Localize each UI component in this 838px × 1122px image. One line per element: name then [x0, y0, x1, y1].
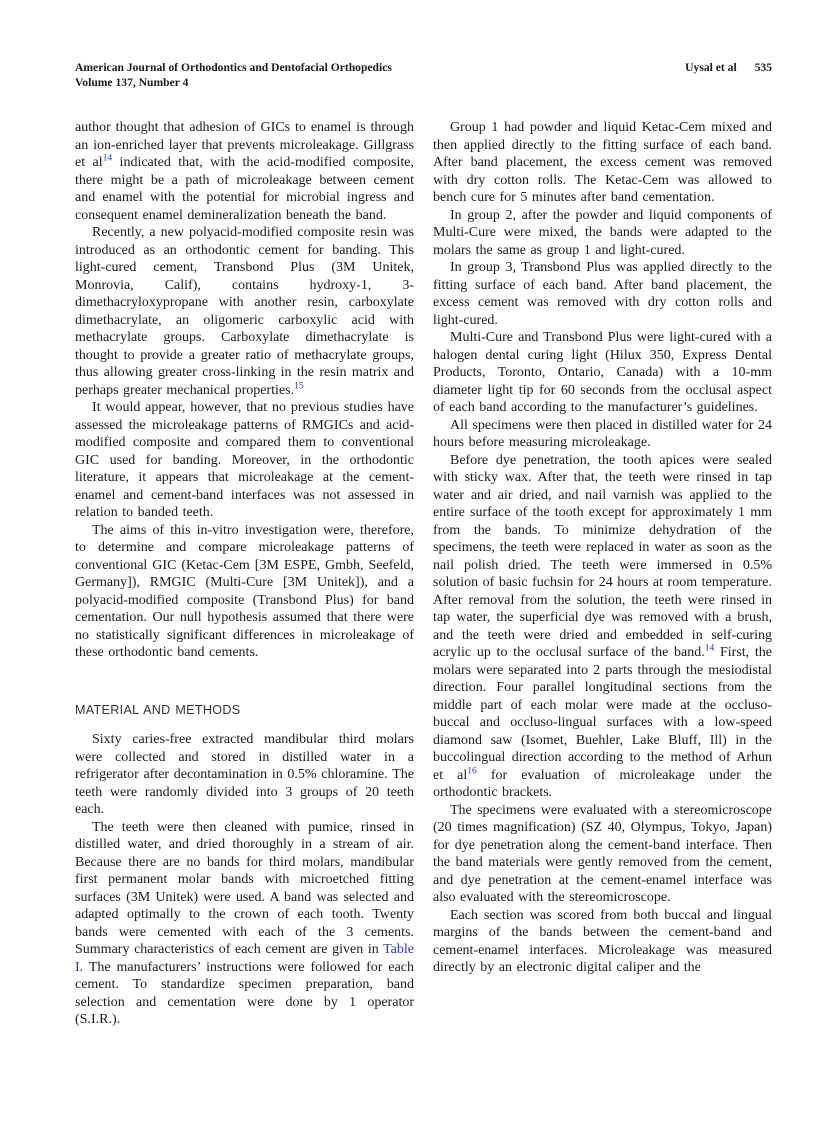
paragraph — [75, 119, 414, 224]
section-heading: MATERIAL AND METHODS — [75, 702, 241, 717]
text-run: In group 3, Transbond Plus was applied directly to the fitting surface of each band. After band placement, the excess cement was removed with dry cotton rolls and light-cured. — [433, 260, 772, 328]
article-body — [75, 119, 772, 1029]
paragraph — [433, 119, 772, 207]
paragraph — [433, 802, 772, 907]
text-run: The specimens were evaluated with a stereomicroscope (20 times magnification) (SZ 40, Olympus, Tokyo, Japan) for dye penetration along the cement-band interface. Then the band materials were gently removed from the cement, and dye penetration at the cement-enamel interface was also evaluated with the stereomicroscope. — [433, 802, 772, 905]
text-run: First, the molars were separated into 2 parts through the mesiodistal direction. Four parallel longitudinal sections from the middle part of each molar were made at the occluso-buccal and occluso-lingual surfaces with a low-speed diamond saw (Isomet, Buehler, Lake Bluff, Ill) in the buccolingual direction according to the method of Arhun et al — [433, 645, 773, 783]
text-run: Sixty caries-free extracted mandibular third molars were collected and stored in distilled water in a refrigerator after decontamination in 0.5% chloramine. The teeth were randomly divided into 3 groups of 20 teeth each. — [75, 732, 414, 817]
paragraph — [75, 731, 414, 819]
text-run: Before dye penetration, the tooth apices were sealed with sticky wax. After that, the teeth were rinsed in tap water and air dried, and nail varnish was applied to the entire surface of the tooth except for approximately 1 mm from the bands. To minimize dehydration of the specimens, the teeth were replaced in water as soon as the nail polish dried. The teeth were immersed in 0.5% solution of basic fuchsin for 24 hours at room temperature. After removal from the solution, the teeth were rinsed in tap water, the superficial dye was removed with a brush, and the teeth were dried and embedded in self-curing acrylic up to the occlusal surface of the band. — [433, 452, 772, 660]
journal-title: American Journal of Orthodontics and Dentofacial Orthopedics — [75, 61, 392, 74]
citation-ref-link[interactable]: 16 — [467, 765, 477, 776]
text-run: All specimens were then placed in distilled water for 24 hours before measuring microleakage. — [433, 417, 772, 450]
citation-ref-link[interactable]: 15 — [294, 380, 304, 391]
text-run: Multi-Cure and Transbond Plus were light-cured with a halogen dental curing light (Hilux 350, Express Dental Products, Toronto, Ontario, Canada) with a 10-mm diameter light tip for 60 seconds from the occlusal aspect of each band according to the manufacturer’s guidelines. — [433, 330, 772, 415]
text-run: . The manufacturers’ instructions were followed for each cement. To standardize specimen preparation, band selection and cementation were done by 1 operator (S.I.R.). — [75, 959, 414, 1027]
journal-issue: Volume 137, Number 4 — [75, 76, 189, 89]
running-head-left — [75, 60, 392, 90]
paragraph — [75, 819, 414, 1029]
paragraph — [433, 259, 772, 329]
text-run: The teeth were then cleaned with pumice, rinsed in distilled water, and dried thoroughly in a stream of air. Because there are no bands for third molars, mandibular first permanent molar bands with microetched fitting surfaces (3M Unitek) were used. A band was selected and adapted optimally to the crown of each tooth. Twenty bands were cemented with each of the 3 cements. Summary characteristics of each cement are given in — [75, 819, 414, 957]
paragraph — [433, 329, 772, 417]
running-head-right — [685, 60, 772, 75]
text-run: The aims of this in-vitro investigation were, therefore, to determine and compare microleakage patterns of conventional GIC (Ketac-Cem [3M ESPE, Gmbh, Seefeld, Germany]), RMGIC (Multi-Cure [3M Unitek]), and a polyacid-modified composite (Transbond Plus) for band cementation. Our null hypothesis assumed that there were no statistically significant differences in microleakage of these orthodontic band cements. — [75, 522, 414, 660]
text-run: for evaluation of microleakage under the orthodontic brackets. — [433, 767, 772, 800]
text-run: Each section was scored from both buccal and lingual margins of the bands between the cement-band and cement-enamel interfaces. Microleakage was measured directly by an electronic digital caliper and the — [433, 907, 772, 975]
citation-ref-link[interactable]: 14 — [704, 643, 715, 654]
paragraph — [433, 452, 772, 802]
text-run: Group 1 had powder and liquid Ketac-Cem mixed and then applied directly to the fitting surface of each band. After band placement, the excess cement was removed with dry cotton rolls. The Ketac-Cem was allowed to bench cure for 5 minutes after band cementation. — [433, 120, 772, 205]
paragraph — [75, 522, 414, 662]
paragraph — [433, 417, 772, 452]
text-run: In group 2, after the powder and liquid components of Multi-Cure were mixed, the bands were adapted to the molars the same as group 1 and light-cured. — [433, 207, 772, 258]
page-header — [75, 60, 772, 90]
paragraph — [433, 207, 772, 260]
text-run: It would appear, however, that no previous studies have assessed the microleakage patterns of RMGICs and acid-modified composite and compared them to conventional GIC used for banding. Moreover, in the orthodontic literature, it appears that microleakage at the cement-enamel and cement-band interfaces was not assessed in relation to banded teeth. — [75, 400, 414, 520]
table-link[interactable]: Table I — [75, 942, 414, 975]
left-column — [75, 119, 414, 1029]
text-run: Recently, a new polyacid-modified composite resin was introduced as an orthodontic cement for banding. This light-cured cement, Transbond Plus (3M Unitek, Monrovia, Calif), contains hydroxy-1, 3-dimethacryloxypropane with another resin, carboxylate dimethacrylate, an oligomeric carboxylic acid with methacrylate groups. Carboxylate dimethacrylate is thought to provide a greater ratio of methacrylate groups, thus allowing greater cross-linking in the resin matrix and perhaps greater mechanical properties. — [75, 225, 414, 398]
text-run: indicated that, with the acid-modified composite, there might be a path of microleakage between cement and enamel with the potential for microbial ingress and consequent enamel demineralization beneath the band. — [75, 155, 414, 223]
paragraph — [433, 907, 772, 977]
text-run: author thought that adhesion of GICs to enamel is through an ion-enriched layer that prevents microleakage. Gillgrass et al — [75, 120, 414, 170]
citation-ref-link[interactable]: 14 — [102, 153, 113, 164]
paragraph — [75, 399, 414, 522]
page-number: 535 — [754, 61, 772, 74]
paragraph — [75, 224, 414, 399]
author-citation: Uysal et al — [685, 61, 737, 74]
right-column — [433, 119, 772, 1029]
